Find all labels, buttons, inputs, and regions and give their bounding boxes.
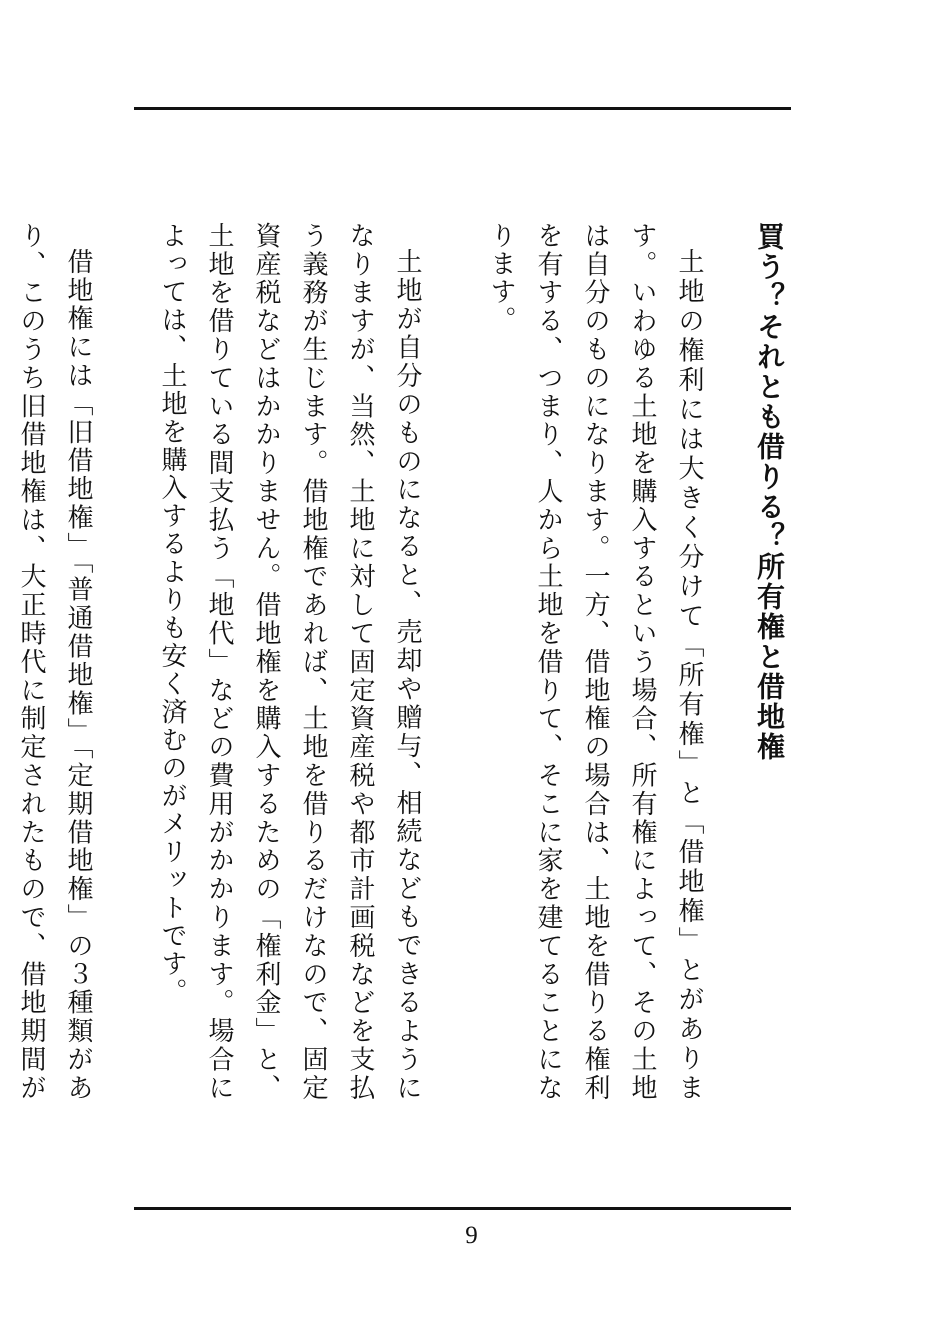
footer-rule [134,1207,791,1210]
paragraph-leasehold-types: 借地権には「旧借地権」「普通借地権」「定期借地権」の３種類があり、このうち旧借地権は、大正時代に制定されたもので、借地期間が [16,222,93,1102]
page-number: 9 [465,1222,478,1249]
section-heading: 買う？それとも借りる？所有権と借地権 [753,222,786,762]
vertical-text-body [0,222,793,1102]
paragraph-ownership-vs-leasehold: 土地の権利には大きく分けて「所有権」と「借地権」とがあります。いわゆる土地を購入するという場合、所有権によって、その土地は自分のものになります。一方、借地権の場合は、土地を借りる権利を有する、つまり、人から土地を借りて、そこに家を建てることになります。 [486,222,704,1102]
paragraph-costs-and-merits: 土地が自分のものになると、売却や贈与、相続などもできるようになりますが、当然、土地に対して固定資産税や都市計画税などを支払う義務が生じます。借地権であれば、土地を借りるだけなので、固定資産税などはかかりません。借地権を購入するための「権利金」と、土地を借りている間支払う「地代」などの費用がかかります。場合によっては、土地を購入するよりも安く済むのがメリットです。 [157,222,422,1102]
paragraph-spacer [101,222,148,1102]
paragraph-spacer [430,222,477,1102]
header-rule [134,107,791,110]
